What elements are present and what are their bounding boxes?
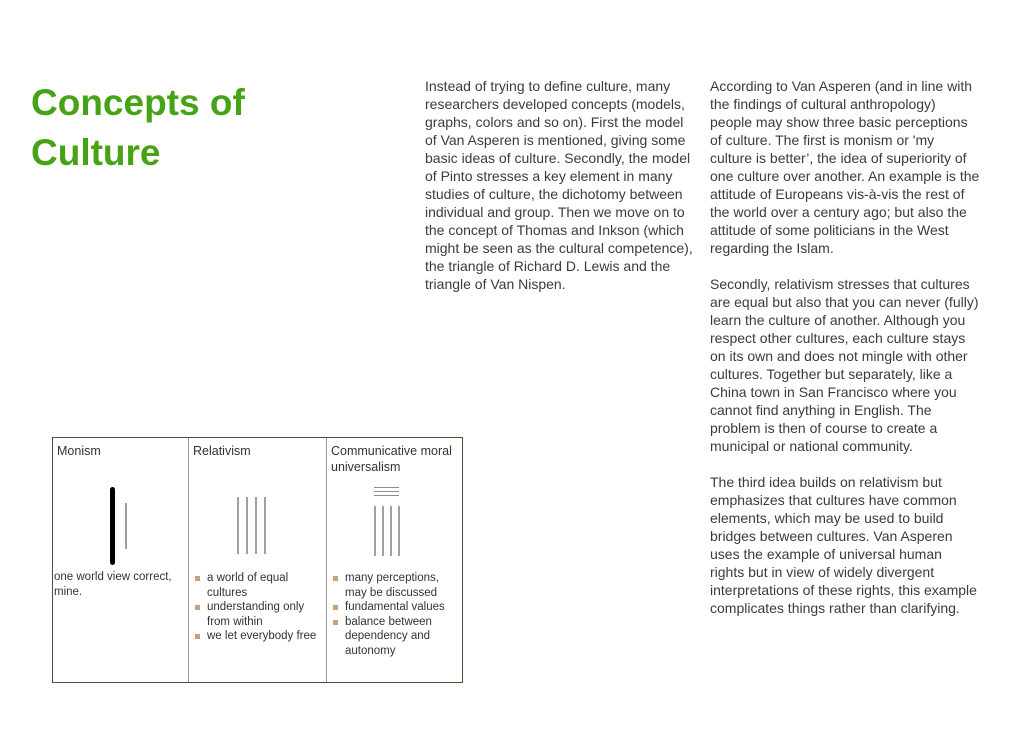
diagram-cell-relativism — [189, 438, 327, 682]
culture-pillar-icon — [382, 506, 384, 556]
bullet-list — [331, 571, 462, 658]
diagram-cell-monism — [53, 438, 189, 682]
bullet-list — [193, 571, 326, 644]
body-paragraph-monism: According to Van Asperen (and in line with the findings of cultural anthropology) people may show three basic perceptions of culture. The first is monism or 'my culture is better’, the idea of superiority of one culture over another. An example is the attitude of Europeans vis-à-vis the rest of the world over a century ago; but also the attitude of some politicians in the West regarding the Islam. — [710, 78, 980, 256]
cell-title: Monism — [57, 444, 101, 458]
bullet-square-icon — [333, 576, 338, 581]
bullet-square-icon — [195, 634, 200, 639]
bullet-item — [331, 571, 462, 600]
diagram-cell-universalism — [327, 438, 462, 682]
cell-description: one world view correct, mine. — [54, 571, 172, 598]
bullet-text: balance between dependency and autonomy — [345, 615, 432, 657]
bullet-text: a world of equal cultures — [207, 572, 289, 599]
bullet-item — [331, 615, 462, 659]
body-paragraph-relativism: Secondly, relativism stresses that cultures are equal but also that you can never (fully) learn the culture of another. Although you respect other cultures, each culture stays on its own and does not mingle with other cultures. Together but separately, like a China town in San Francisco where you cannot find anything in English. The problem is then of course to create a municipal or national community. — [710, 276, 979, 454]
cell-title: Relativism — [193, 444, 251, 458]
intro-paragraph: Instead of trying to define culture, many researchers developed concepts (models, graphs, colors and so on). First the model of Van Asperen is mentioned, giving some basic ideas of culture. Secondly, the model of Pinto stresses a key element in many studies of culture, the dichotomy between individual and group. Then we move on to the concept of Thomas and Inkson (which might be seen as the cultural competence), the triangle of Richard D. Lewis and the triangle of Van Nispen. — [425, 78, 693, 292]
culture-pillar-icon — [398, 506, 400, 556]
culture-pillar-icon — [374, 506, 376, 556]
bullet-item — [331, 600, 462, 615]
page-title: Concepts of Culture — [31, 82, 245, 173]
culture-perceptions-diagram — [52, 437, 463, 683]
bullet-text: fundamental values — [345, 601, 445, 613]
common-ground-line-icon — [374, 491, 399, 492]
dominant-culture-bar-icon — [110, 487, 115, 565]
culture-pillar-icon — [390, 506, 392, 556]
common-ground-line-icon — [374, 487, 399, 488]
bullet-item — [193, 600, 326, 629]
equal-culture-bar-icon — [255, 497, 257, 554]
common-ground-line-icon — [374, 495, 399, 496]
bullet-square-icon — [333, 620, 338, 625]
bullet-text: understanding only from within — [207, 601, 305, 628]
bullet-text: we let everybody free — [207, 630, 317, 642]
bullet-item — [193, 571, 326, 600]
bullet-square-icon — [333, 605, 338, 610]
body-column — [710, 77, 980, 635]
equal-culture-bar-icon — [246, 497, 248, 554]
cell-title: Communicative moral universalism — [331, 444, 452, 474]
intro-column — [425, 77, 697, 311]
bullet-square-icon — [195, 605, 200, 610]
equal-culture-bar-icon — [237, 497, 239, 554]
minor-culture-bar-icon — [125, 503, 127, 549]
equal-culture-bar-icon — [264, 497, 266, 554]
bullet-text: many perceptions, may be discussed — [345, 572, 439, 599]
bullet-item — [193, 629, 326, 644]
bullet-square-icon — [195, 576, 200, 581]
body-paragraph-universalism: The third idea builds on relativism but emphasizes that cultures have common elements, which may be used to build bridges between cultures. Van Asperen uses the example of universal human rights but in view of widely divergent interpretations of these rights, this example complicates things rather than clarifying. — [710, 474, 977, 616]
